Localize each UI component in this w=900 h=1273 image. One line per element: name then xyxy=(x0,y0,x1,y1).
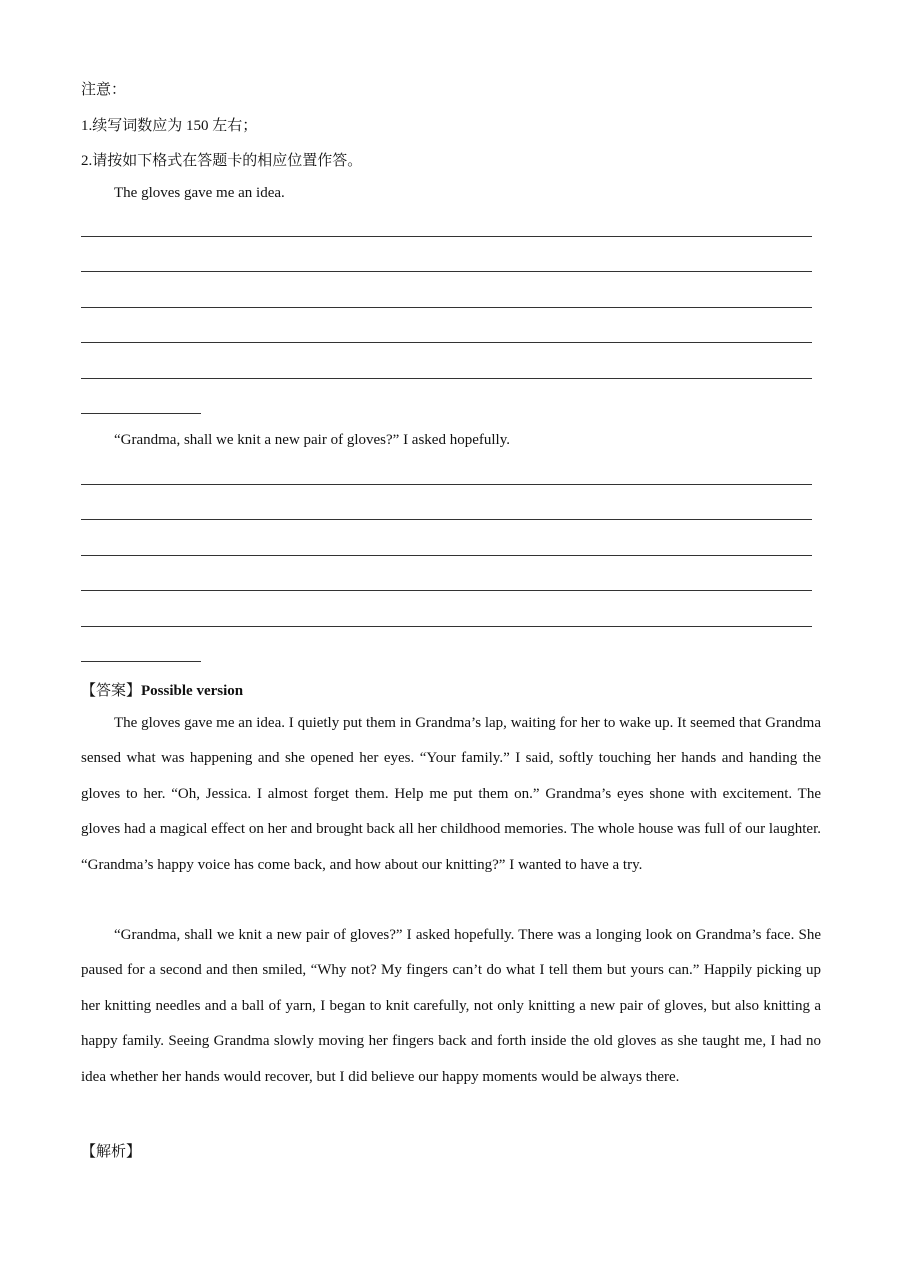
answer-line xyxy=(81,271,812,272)
answer-line xyxy=(81,236,812,237)
notes-heading: 注意： xyxy=(81,82,127,98)
answer-line-short xyxy=(81,661,201,662)
answer-line xyxy=(81,484,812,485)
answer-paragraph-1: The gloves gave me an idea. I quietly put them in Grandma’s lap, waiting for her to wake up. It seemed that Grandma sensed what was happening and she opened her eyes. “Your family.” I said, softly touching her hands and handing the gloves to her. “Oh, Jessica. I almost forget them. Help me put them on.” Grandma’s eyes shone with excitement. The gloves had a magical effect on her and brought back all her childhood memories. The whole house was full of our laughter. “Grandma’s happy voice has come back, and how about our knitting?” I wanted to have a try. xyxy=(81,715,821,873)
continuation-prompt-1: The gloves gave me an idea. xyxy=(114,185,285,201)
answer-heading xyxy=(81,679,243,700)
answer-line xyxy=(81,590,812,591)
answer-paragraph-2: “Grandma, shall we knit a new pair of gloves?” I asked hopefully. There was a longing look on Grandma’s face. She paused for a second and then smiled, “Why not? My fingers can’t do what I tell them but yours can.” Happily picking up her knitting needles and a ball of yarn, I began to knit carefully, not only knitting a new pair of gloves, but also knitting a happy family. Seeing Grandma slowly moving her fingers back and forth inside the old gloves as she taught me, I had no idea whether her hands would recover, but I did believe our happy moments would be always there. xyxy=(81,927,821,1085)
answer-bracket-label: 【答案】 xyxy=(81,683,142,699)
answer-line xyxy=(81,307,812,308)
answer-line xyxy=(81,378,812,379)
answer-line xyxy=(81,626,812,627)
notes-item-2: 2.请按如下格式在答题卡的相应位置作答。 xyxy=(81,153,363,169)
answer-line xyxy=(81,519,812,520)
answer-line xyxy=(81,342,812,343)
analysis-label: 【解析】 xyxy=(81,1144,142,1160)
answer-line xyxy=(81,555,812,556)
possible-version-label: Possible version xyxy=(141,683,244,699)
continuation-prompt-2: “Grandma, shall we knit a new pair of gloves?” I asked hopefully. xyxy=(114,432,510,448)
notes-item-1: 1.续写词数应为 150 左右； xyxy=(81,118,258,134)
answer-line-short xyxy=(81,413,201,414)
